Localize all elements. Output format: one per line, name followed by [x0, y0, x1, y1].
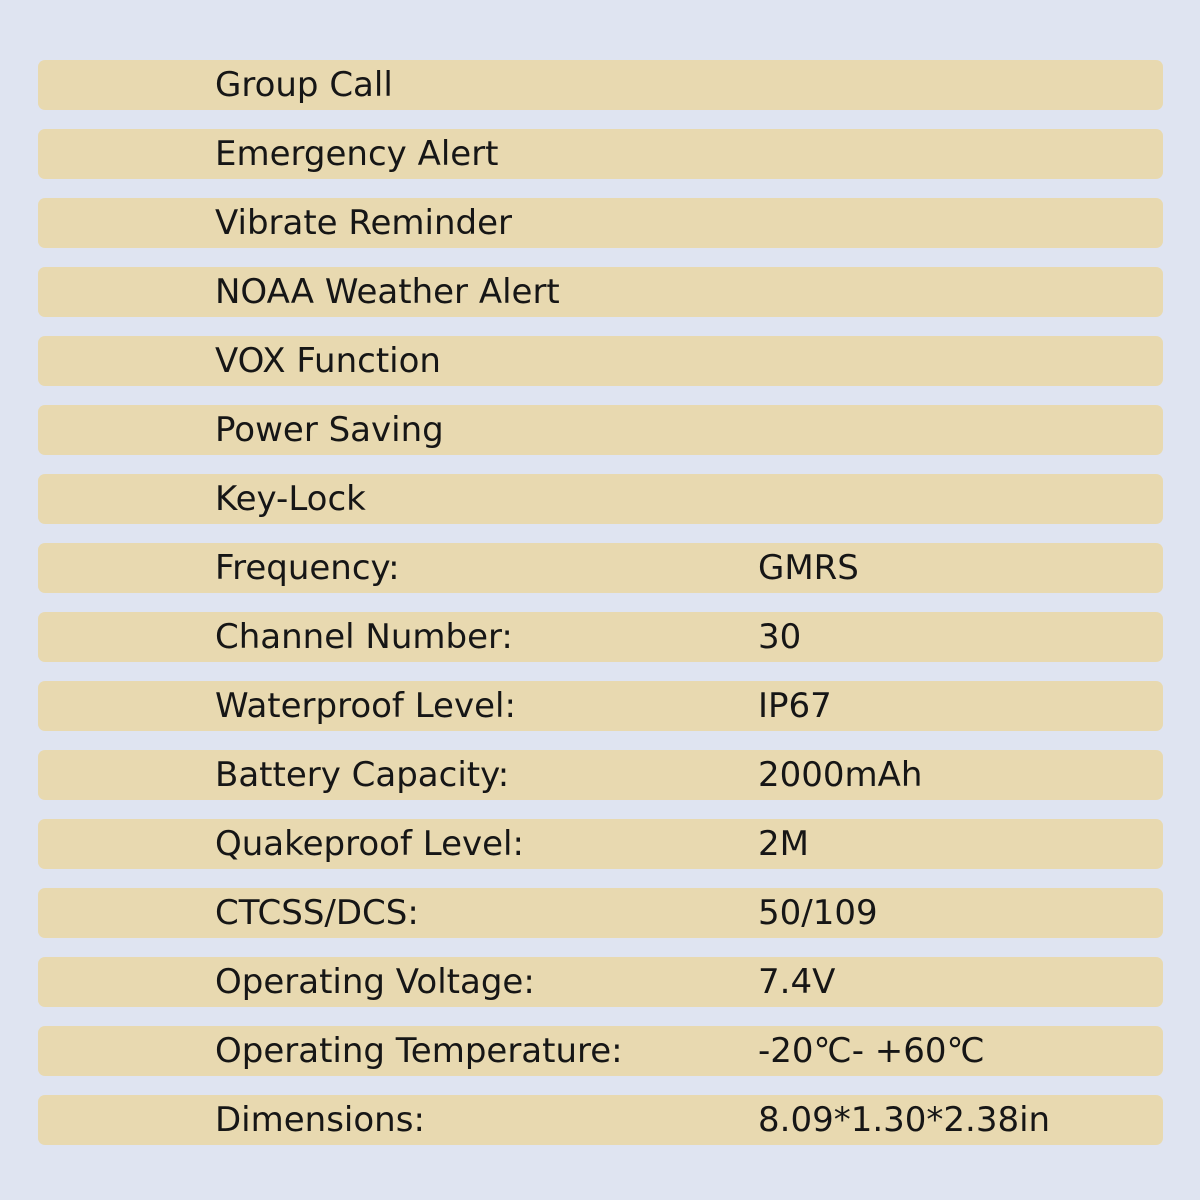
spec-row-frequency	[38, 543, 1163, 593]
spec-row-emergency-alert	[38, 129, 1163, 179]
spec-label: Operating Temperature:	[215, 1031, 623, 1071]
spec-row-operating-voltage	[38, 957, 1163, 1007]
spec-row-dimensions	[38, 1095, 1163, 1145]
spec-value: 50/109	[758, 893, 878, 933]
spec-label: Quakeproof Level:	[215, 824, 524, 864]
spec-value: GMRS	[758, 548, 859, 588]
spec-label: Operating Voltage:	[215, 962, 535, 1002]
spec-row-key-lock	[38, 474, 1163, 524]
spec-label: Key-Lock	[215, 479, 366, 519]
spec-label: Group Call	[215, 65, 393, 105]
spec-value: -20℃- +60℃	[758, 1031, 985, 1071]
spec-label: Vibrate Reminder	[215, 203, 513, 243]
spec-value: 7.4V	[758, 962, 836, 1002]
spec-label: Power Saving	[215, 410, 444, 450]
spec-label: Battery Capacity:	[215, 755, 510, 795]
spec-label: Dimensions:	[215, 1100, 425, 1140]
spec-value: 2M	[758, 824, 809, 864]
spec-label: CTCSS/DCS:	[215, 893, 419, 933]
spec-label: Channel Number:	[215, 617, 513, 657]
spec-list	[38, 60, 1163, 1164]
spec-row-ctcss-dcs	[38, 888, 1163, 938]
spec-label: Waterproof Level:	[215, 686, 516, 726]
spec-row-vibrate-reminder	[38, 198, 1163, 248]
spec-label: Emergency Alert	[215, 134, 499, 174]
spec-value: IP67	[758, 686, 832, 726]
spec-row-operating-temperature	[38, 1026, 1163, 1076]
spec-row-power-saving	[38, 405, 1163, 455]
spec-value: 8.09*1.30*2.38in	[758, 1100, 1051, 1140]
spec-label: NOAA Weather Alert	[215, 272, 560, 312]
spec-label: VOX Function	[215, 341, 441, 381]
spec-row-group-call	[38, 60, 1163, 110]
spec-row-noaa-weather-alert	[38, 267, 1163, 317]
spec-row-quakeproof-level	[38, 819, 1163, 869]
spec-row-channel-number	[38, 612, 1163, 662]
spec-row-waterproof-level	[38, 681, 1163, 731]
spec-value: 30	[758, 617, 802, 657]
spec-row-vox-function	[38, 336, 1163, 386]
spec-label: Frequency:	[215, 548, 400, 588]
spec-row-battery-capacity	[38, 750, 1163, 800]
spec-value: 2000mAh	[758, 755, 923, 795]
